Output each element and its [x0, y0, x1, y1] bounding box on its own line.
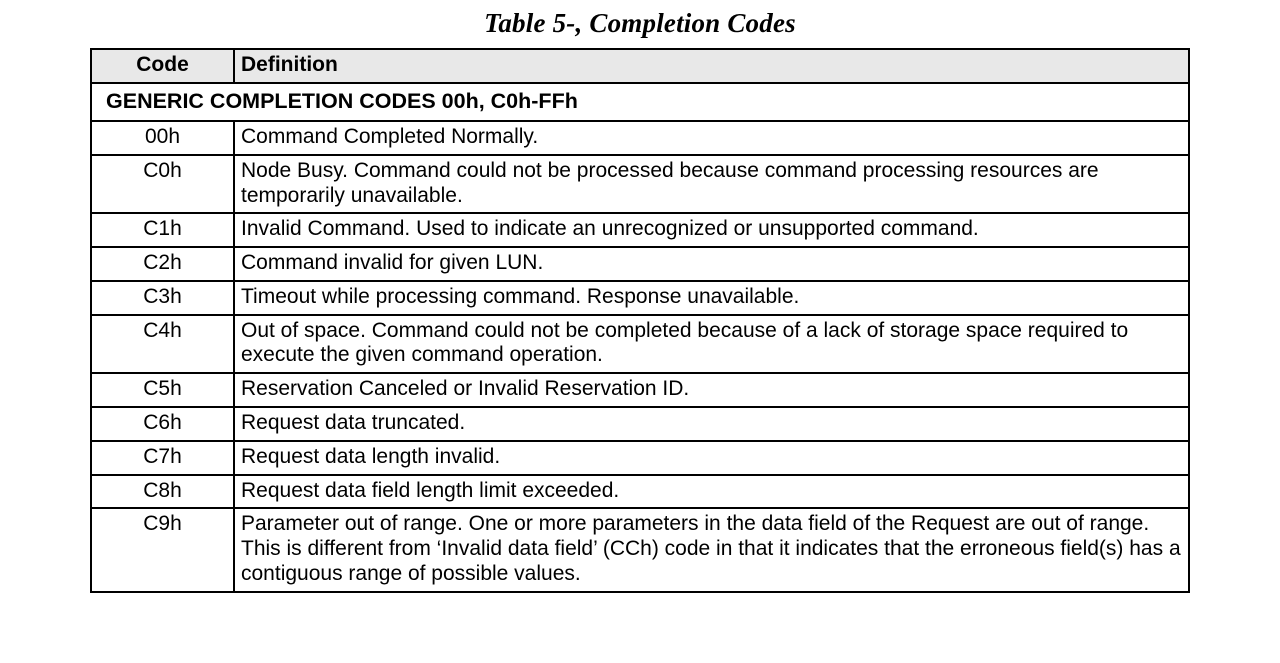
row-definition: Out of space. Command could not be completed because of a lack of storage space required to execute the given command operation. — [234, 315, 1189, 374]
table-row — [91, 475, 1189, 509]
completion-codes-table — [90, 48, 1190, 593]
table-section-row — [91, 83, 1189, 121]
row-code: C0h — [91, 155, 234, 214]
table-row — [91, 407, 1189, 441]
row-definition: Request data truncated. — [234, 407, 1189, 441]
row-code: C5h — [91, 373, 234, 407]
table-row — [91, 247, 1189, 281]
row-definition: Invalid Command. Used to indicate an unrecognized or unsupported command. — [234, 213, 1189, 247]
section-title: GENERIC COMPLETION CODES 00h, C0h-FFh — [91, 83, 1189, 121]
row-definition: Request data field length limit exceeded. — [234, 475, 1189, 509]
row-code: C1h — [91, 213, 234, 247]
table-row — [91, 315, 1189, 374]
row-code: C8h — [91, 475, 234, 509]
row-code: C2h — [91, 247, 234, 281]
row-definition: Reservation Canceled or Invalid Reservation ID. — [234, 373, 1189, 407]
row-code: C6h — [91, 407, 234, 441]
table-row — [91, 441, 1189, 475]
row-code: 00h — [91, 121, 234, 155]
table-row — [91, 121, 1189, 155]
table-row — [91, 155, 1189, 214]
row-code: C9h — [91, 508, 234, 591]
table-row — [91, 281, 1189, 315]
row-definition: Timeout while processing command. Response unavailable. — [234, 281, 1189, 315]
column-header-definition: Definition — [234, 49, 1189, 83]
table-caption: Table 5-, Completion Codes — [484, 8, 796, 38]
table-row — [91, 213, 1189, 247]
row-definition: Request data length invalid. — [234, 441, 1189, 475]
row-definition: Node Busy. Command could not be processed because command processing resources are temporarily unavailable. — [234, 155, 1189, 214]
column-header-code: Code — [91, 49, 234, 83]
row-code: C3h — [91, 281, 234, 315]
row-definition: Command invalid for given LUN. — [234, 247, 1189, 281]
table-row — [91, 508, 1189, 591]
table-row — [91, 373, 1189, 407]
row-code: C4h — [91, 315, 234, 374]
table-header-row — [91, 49, 1189, 83]
row-definition: Command Completed Normally. — [234, 121, 1189, 155]
row-definition: Parameter out of range. One or more parameters in the data field of the Request are out of range. This is different from ‘Invalid data field’ (CCh) code in that it indicates that the erroneous field(s) has a contiguous range of possible values. — [234, 508, 1189, 591]
row-code: C7h — [91, 441, 234, 475]
